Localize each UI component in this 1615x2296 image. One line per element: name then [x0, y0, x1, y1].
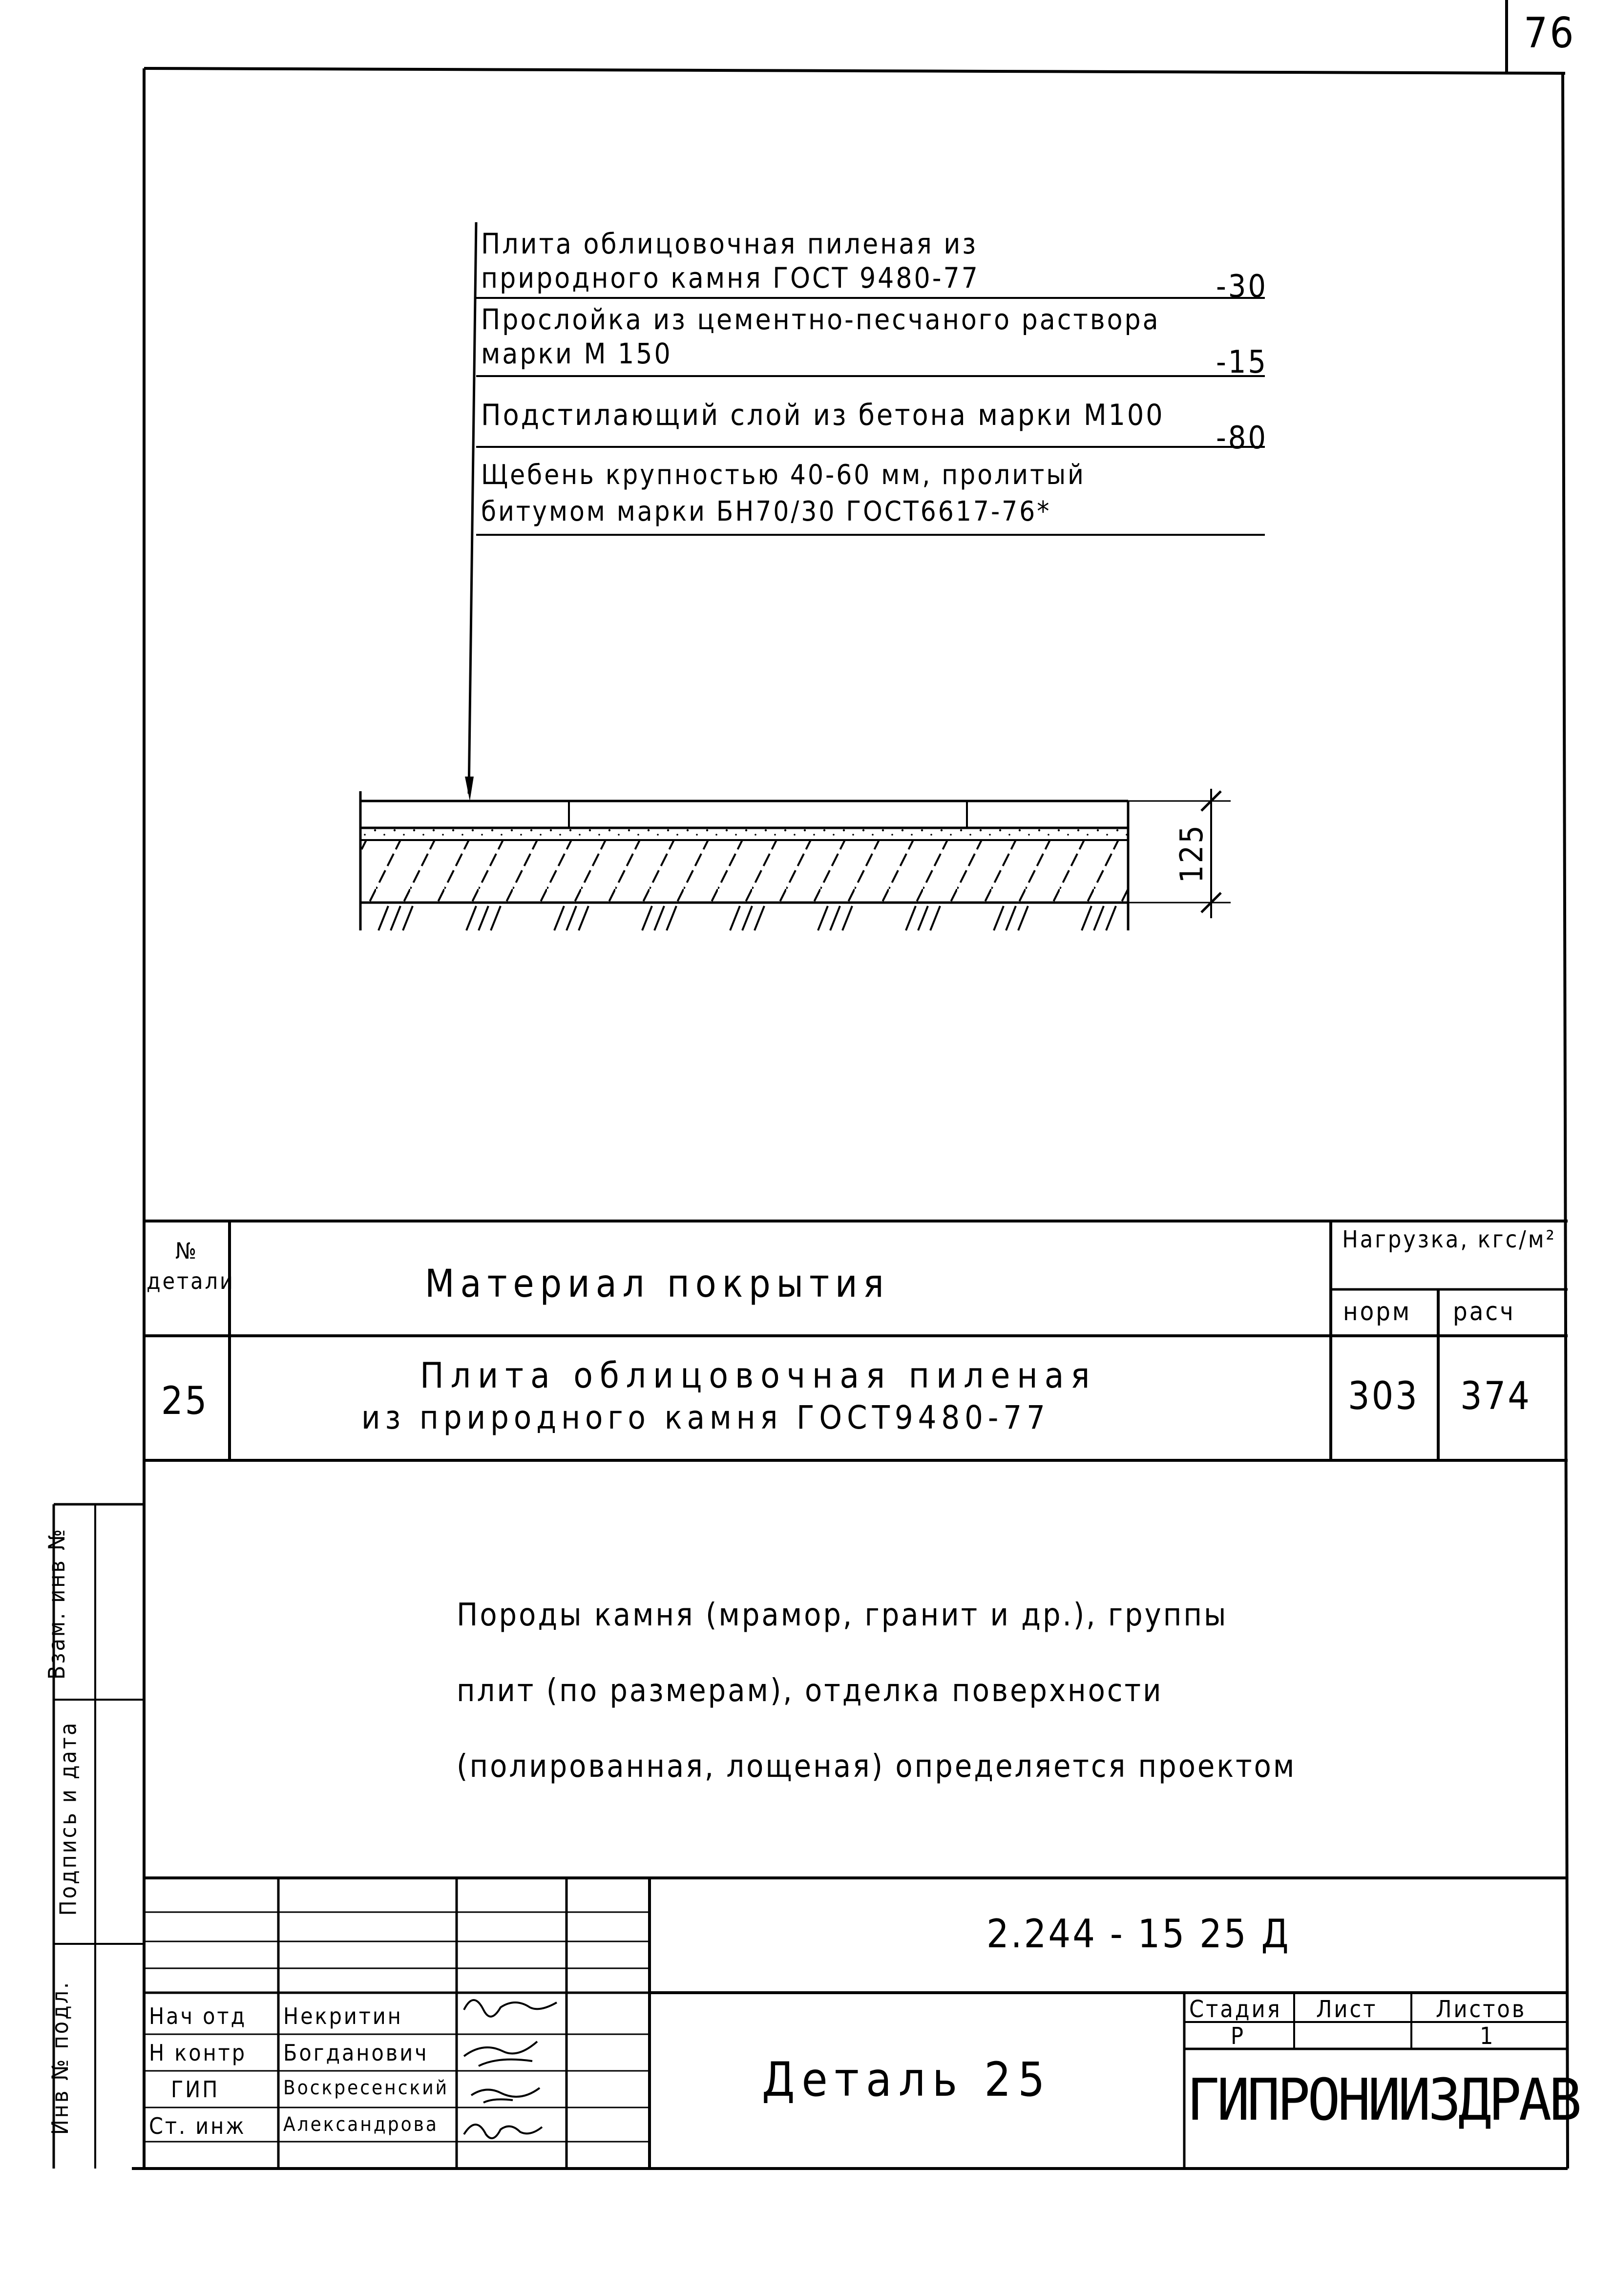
- col-material-header: Материал покрытия: [425, 1262, 890, 1306]
- layer-3-thickness: -80: [1216, 420, 1268, 456]
- sheets-label: Листов: [1436, 1996, 1527, 2023]
- section-dimension-label: 125: [1174, 823, 1210, 883]
- col-detail-no-header: № детали: [147, 1238, 235, 1295]
- layer-1-line1: Плита облицовочная пиленая из: [481, 227, 978, 260]
- col-load-header: Нагрузка, кгс/м²: [1342, 1226, 1556, 1253]
- doc-code: 2.244 - 15 25 Д: [986, 1911, 1291, 1957]
- layer-2-line1: Прослойка из цементно-песчаного раствора: [481, 303, 1160, 336]
- signer-name-1: Некритин: [283, 2003, 403, 2029]
- side-sign-date: Подпись и дата: [55, 1721, 82, 1916]
- layer-1-thickness: -30: [1216, 269, 1268, 305]
- layer-2-thickness: -15: [1216, 344, 1268, 380]
- sheet-corner-number: 76: [1524, 9, 1576, 58]
- note-line1: Породы камня (мрамор, гранит и др.), группы: [457, 1597, 1228, 1633]
- stage-value: Р: [1231, 2022, 1246, 2050]
- signer-role-3: ГИП: [171, 2076, 220, 2103]
- signer-name-2: Богданович: [283, 2040, 429, 2066]
- layer-4-line2: битумом марки БН70/30 ГОСТ6617-76*: [481, 496, 1051, 527]
- sheet-label: Лист: [1316, 1996, 1378, 2023]
- note-line2: плит (по размерам), отделка поверхности: [457, 1673, 1163, 1709]
- layer-3-line1: Подстилающий слой из бетона марки М100: [481, 398, 1165, 432]
- signer-role-4: Ст. инж: [149, 2113, 246, 2139]
- row-material-line1: Плита облицовочная пиленая: [420, 1355, 1097, 1396]
- row-material-line2: из природного камня ГОСТ9480-77: [361, 1399, 1050, 1436]
- signer-name-3: Воскресенский: [283, 2077, 449, 2099]
- row-load-calc: 374: [1460, 1374, 1531, 1418]
- drawing-title: Деталь 25: [762, 2052, 1052, 2107]
- signer-role-2: Н контр: [149, 2040, 247, 2066]
- layer-4-line1: Щебень крупностью 40-60 мм, пролитый: [481, 459, 1086, 491]
- side-inv-no-orig: Инв № подл.: [47, 1980, 74, 2135]
- layer-1-line2: природного камня ГОСТ 9480-77: [481, 261, 980, 295]
- signer-role-1: Нач отд: [149, 2003, 247, 2029]
- organization-name: ГИПРОНИИЗДРАВ: [1187, 2066, 1579, 2133]
- stage-label: Стадия: [1189, 1996, 1282, 2023]
- col-calc-header: расч: [1453, 1297, 1515, 1327]
- col-norm-header: норм: [1343, 1297, 1412, 1327]
- signer-name-4: Александрова: [283, 2113, 439, 2136]
- sheets-value: 1: [1480, 2022, 1495, 2050]
- row-detail-no: 25: [161, 1379, 209, 1423]
- layer-2-line2: марки М 150: [481, 337, 672, 370]
- row-load-norm: 303: [1348, 1374, 1419, 1418]
- side-vzam-inv: Взам. инв №: [43, 1527, 70, 1680]
- note-line3: (полированная, лощеная) определяется проектом: [457, 1748, 1297, 1785]
